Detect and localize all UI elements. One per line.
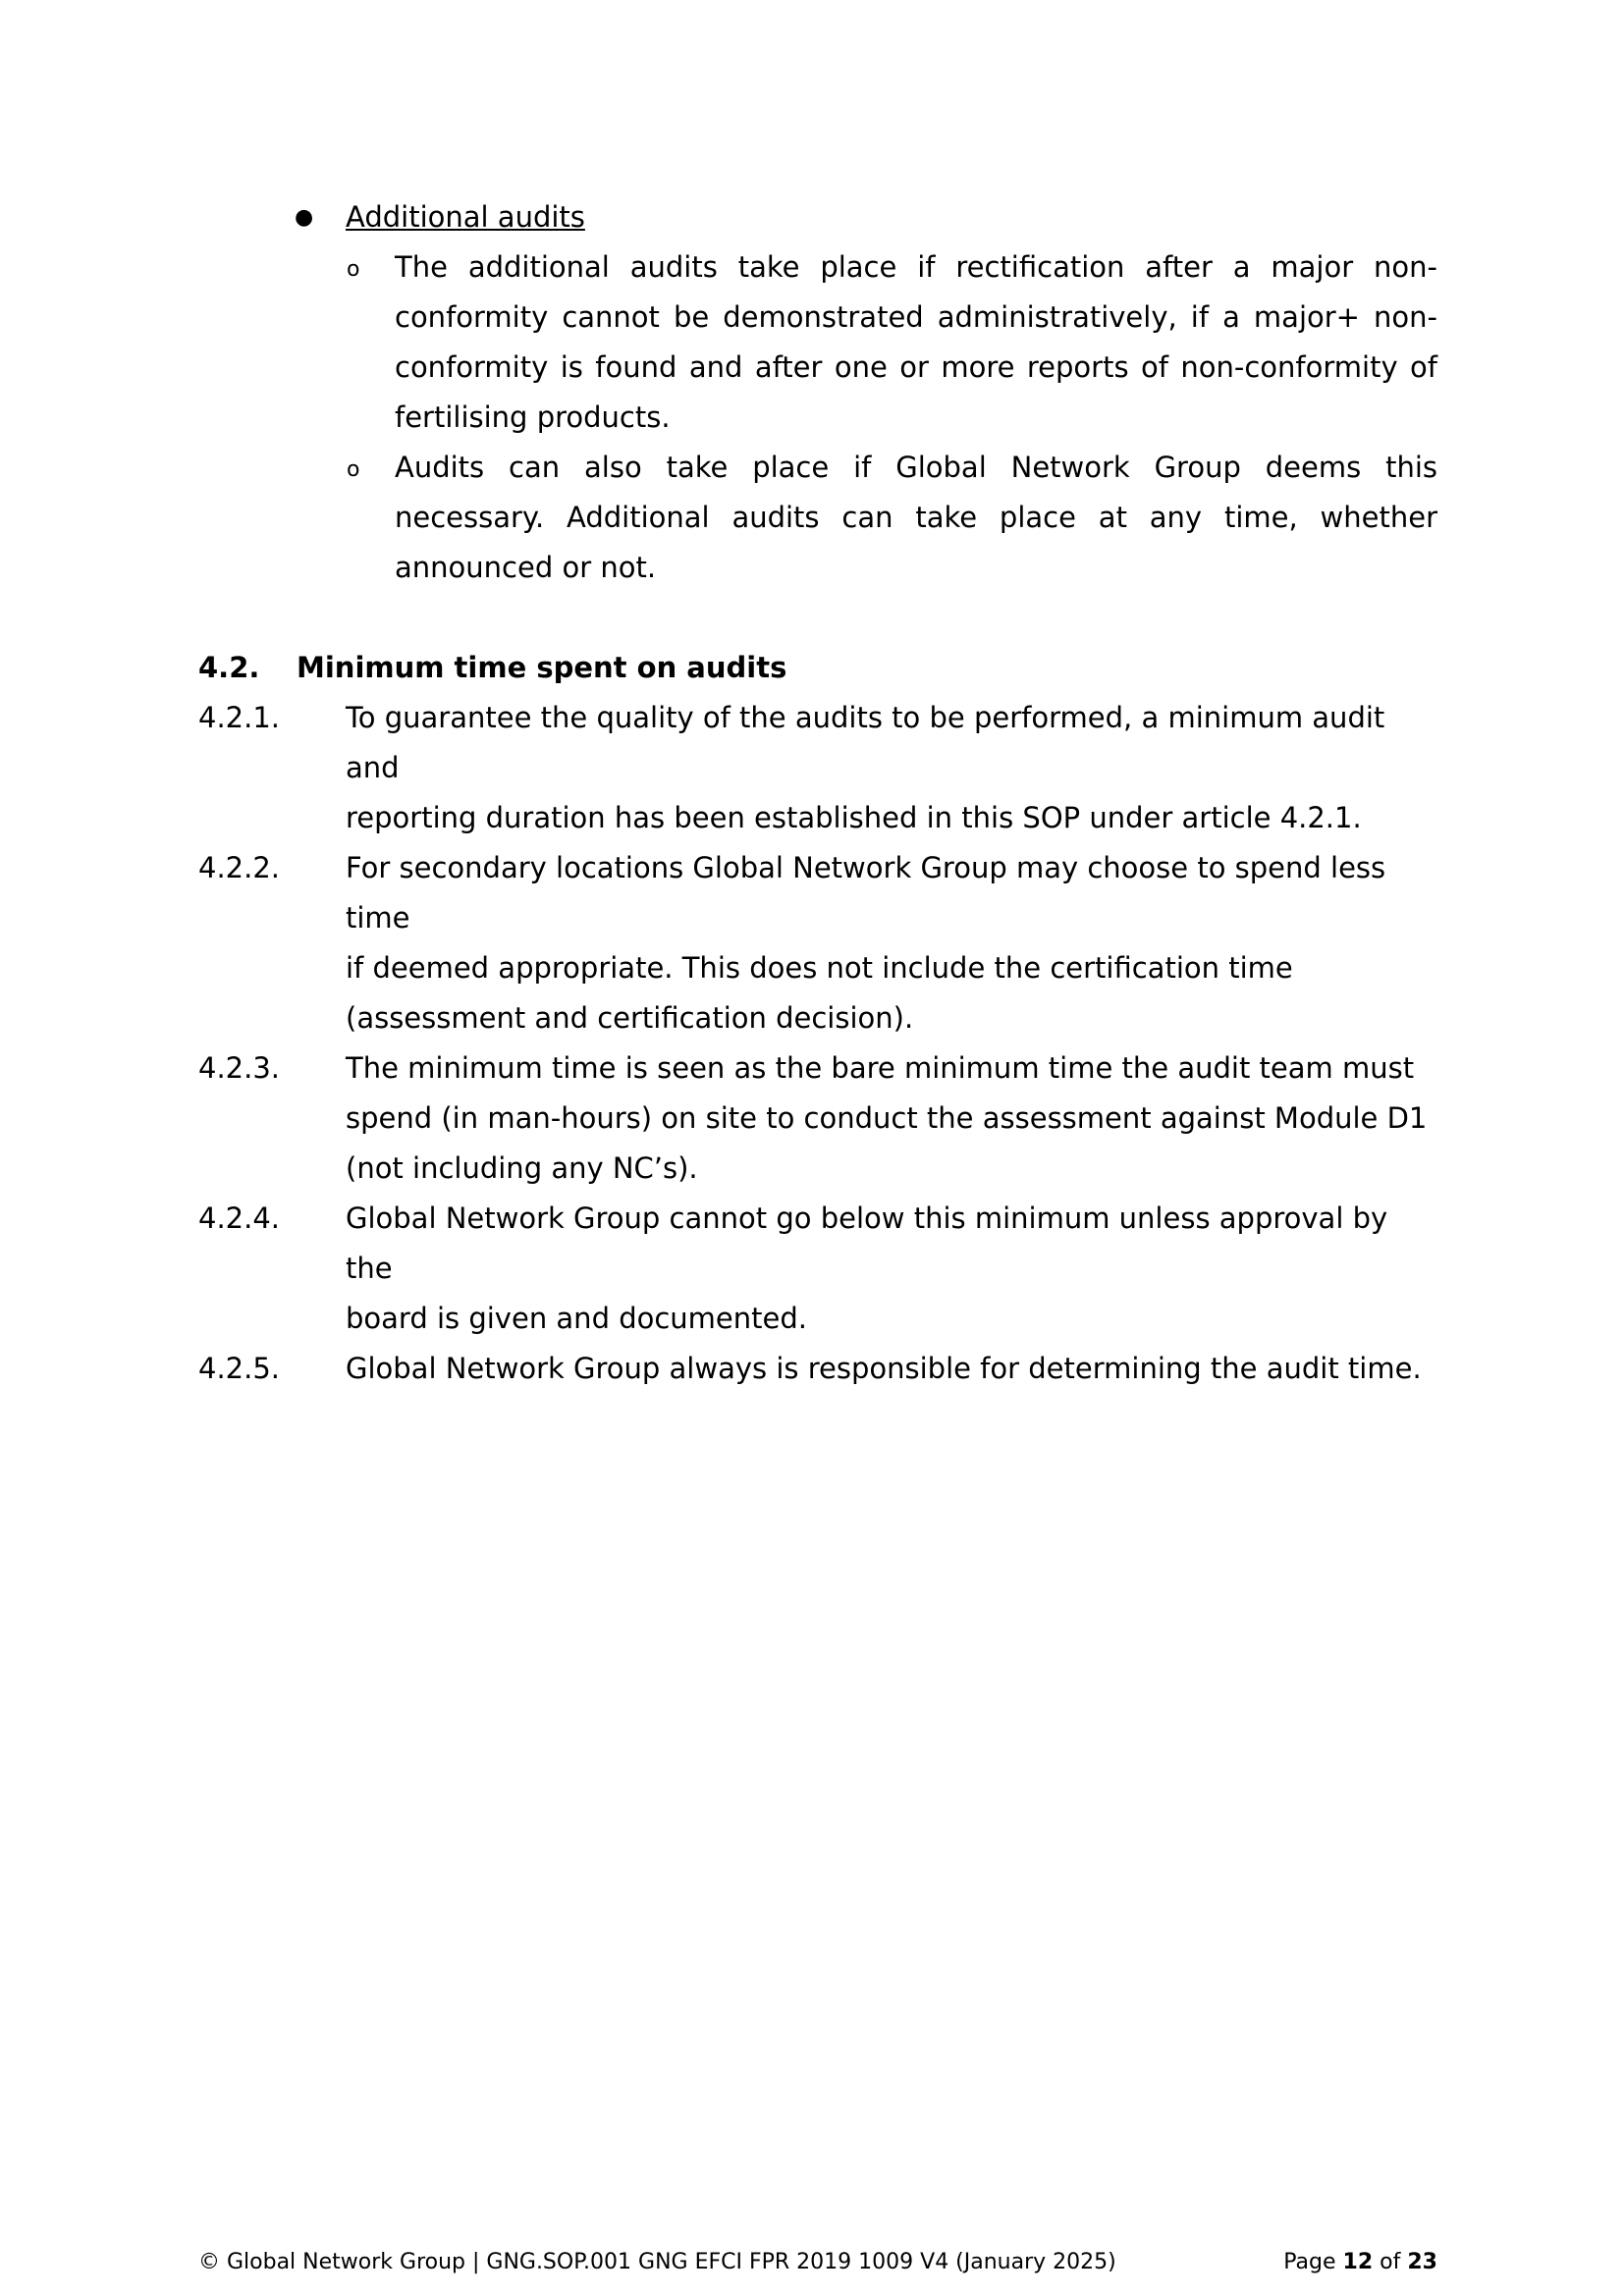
page-of: of	[1380, 2250, 1401, 2274]
sub-bullet-text: The additional audits take place if rectification after a major non-conformity cannot be demonstrated administratively, if a major+ non-conformity is found and after one or more reports of non-conformity of fertilising products.	[395, 250, 1437, 434]
numbered-list	[198, 693, 1437, 1394]
item-text-line: The minimum time is seen as the bare minimum time the audit team must	[346, 1051, 1415, 1085]
item-text-line: (not including any NC’s).	[346, 1151, 698, 1185]
item-text-line: Global Network Group cannot go below this minimum unless approval by the	[346, 1201, 1388, 1285]
page-current: 12	[1342, 2250, 1374, 2274]
item-text-line: spend (in man-hours) on site to conduct the assessment against Module D1	[346, 1101, 1428, 1135]
page-total: 23	[1407, 2250, 1437, 2274]
item-text-line: For secondary locations Global Network Group may choose to spend less time	[346, 851, 1386, 934]
numbered-item	[198, 843, 1437, 1043]
numbered-item	[198, 693, 1437, 843]
item-text-line: To guarantee the quality of the audits to be performed, a minimum audit and	[346, 701, 1385, 784]
item-number: 4.2.2.	[198, 851, 281, 884]
item-number: 4.2.4.	[198, 1201, 281, 1235]
item-text-line: reporting duration has been established in this SOP under article 4.2.1.	[346, 801, 1362, 834]
bullet-dot-icon: ●	[295, 205, 314, 230]
item-number: 4.2.3.	[198, 1051, 281, 1085]
section-title: Minimum time spent on audits	[297, 651, 787, 684]
sub-bullet-text: Audits can also take place if Global Network Group deems this necessary. Additional audits can take place at any time, whether announced or not.	[395, 451, 1437, 584]
numbered-item	[198, 1344, 1437, 1394]
numbered-item	[198, 1194, 1437, 1344]
bullet-additional-audits	[198, 192, 1437, 242]
page-body	[198, 192, 1437, 1394]
footer-page-number	[1283, 2248, 1437, 2277]
item-text-line: Global Network Group always is responsible for determining the audit time.	[346, 1352, 1422, 1385]
bullet-label: Additional audits	[346, 200, 585, 234]
page-label: Page	[1283, 2250, 1336, 2274]
item-number: 4.2.5.	[198, 1352, 281, 1385]
sub-bullet-item	[198, 443, 1437, 593]
sub-bullet-item	[198, 242, 1437, 443]
numbered-item	[198, 1043, 1437, 1194]
sub-bullet-circle-icon: o	[347, 257, 360, 282]
item-number: 4.2.1.	[198, 701, 281, 734]
footer-copyright: © Global Network Group | GNG.SOP.001 GNG EFCI FPR 2019 1009 V4 (January 2025)	[198, 2250, 1116, 2274]
item-text-line: if deemed appropriate. This does not include the certification time	[346, 951, 1293, 985]
item-text-line: board is given and documented.	[346, 1302, 807, 1335]
item-text-line: (assessment and certification decision).	[346, 1001, 914, 1035]
section-heading	[198, 643, 1437, 693]
sub-bullet-circle-icon: o	[347, 457, 360, 482]
section-number: 4.2.	[198, 651, 260, 684]
